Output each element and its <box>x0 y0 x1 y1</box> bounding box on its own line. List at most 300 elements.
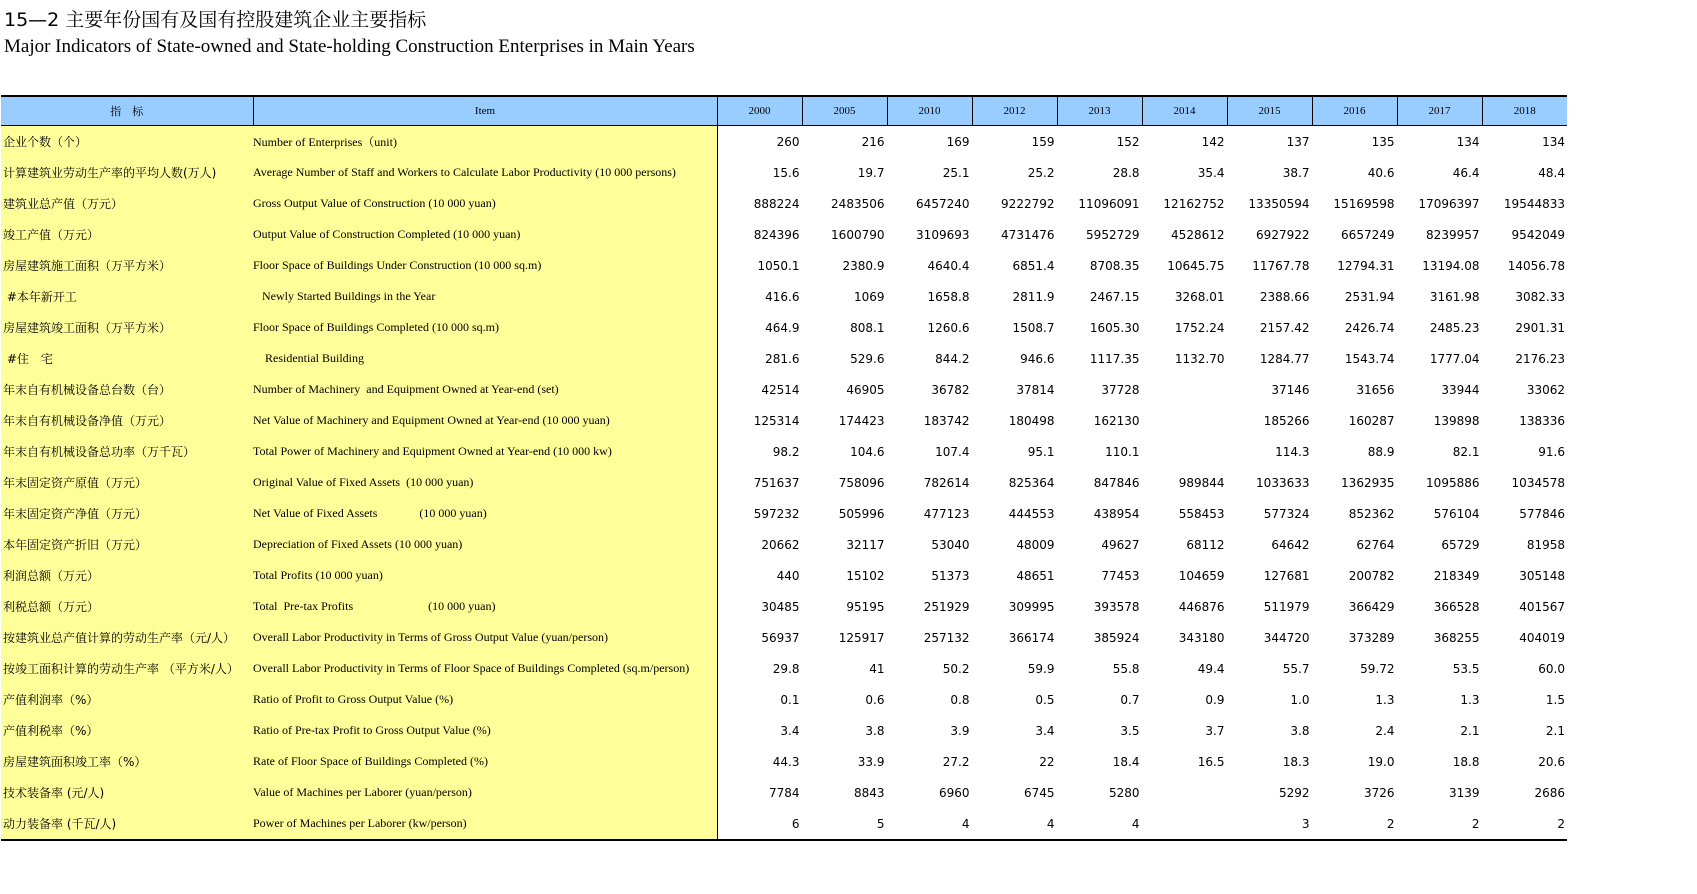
value-cell: 6960 <box>938 785 970 800</box>
value-cell: 751637 <box>753 475 800 490</box>
indicator-en-cell: Net Value of Machinery and Equipment Owned at Year-end (10 000 yuan) <box>253 405 717 436</box>
value-cell: 505996 <box>838 506 885 521</box>
value-cell: 107.4 <box>935 444 970 459</box>
indicator-en-cell: Depreciation of Fixed Assets (10 000 yuan) <box>253 529 717 560</box>
value-cell: 2 <box>1312 808 1397 840</box>
value-cell: 27.2 <box>942 754 970 769</box>
value-cell: 257132 <box>923 630 970 645</box>
value-cell <box>1142 374 1227 405</box>
value-cell: 1117.35 <box>1089 351 1140 366</box>
indicator-cn-cell: 年末固定资产净值（万元） <box>1 498 253 529</box>
value-cell: 114.3 <box>1275 444 1310 459</box>
value-cell: 64642 <box>1271 537 1310 552</box>
table-row <box>1 126 1567 158</box>
table-row <box>1 157 1567 188</box>
value-cell: 48651 <box>1016 568 1055 583</box>
indicator-cn-cell: 按建筑业总产值计算的劳动生产率（元/人） <box>1 622 253 653</box>
indicators-table <box>1 95 1567 841</box>
table-row <box>1 715 1567 746</box>
value-cell: 38.7 <box>1282 165 1310 180</box>
value-cell: 597232 <box>753 506 800 521</box>
value-cell: 464.9 <box>765 320 800 335</box>
value-cell: 20662 <box>761 537 800 552</box>
table-row <box>1 250 1567 281</box>
value-cell: 3161.98 <box>1429 289 1480 304</box>
value-cell: 2 <box>1397 808 1482 840</box>
indicator-en-cell: Ratio of Pre-tax Profit to Gross Output Value (%) <box>253 715 717 746</box>
indicator-en-cell: Power of Machines per Laborer (kw/person) <box>253 808 717 840</box>
value-cell: 0.8 <box>950 692 970 707</box>
indicator-en-cell: Gross Output Value of Construction (10 000 yuan) <box>253 188 717 219</box>
value-cell: 366528 <box>1433 599 1480 614</box>
value-cell: 343180 <box>1178 630 1225 645</box>
value-cell: 5 <box>802 808 887 840</box>
value-cell: 6457240 <box>916 196 970 211</box>
indicator-en-cell: Ratio of Profit to Gross Output Value (%) <box>253 684 717 715</box>
value-cell: 3726 <box>1363 785 1395 800</box>
value-cell: 808.1 <box>850 320 885 335</box>
value-cell: 127681 <box>1263 568 1310 583</box>
table-row <box>1 467 1567 498</box>
value-cell: 53040 <box>931 537 970 552</box>
value-cell: 511979 <box>1263 599 1310 614</box>
value-cell: 8843 <box>853 785 885 800</box>
table-row <box>1 591 1567 622</box>
header-year: 2017 <box>1397 96 1482 126</box>
table-row <box>1 374 1567 405</box>
table-row <box>1 529 1567 560</box>
value-cell: 1362935 <box>1341 475 1395 490</box>
indicator-en-cell: Number of Machinery and Equipment Owned at Year-end (set) <box>253 374 717 405</box>
indicator-cn-cell: #住 宅 <box>1 343 253 374</box>
table-row <box>1 219 1567 250</box>
value-cell: 12794.31 <box>1337 258 1395 273</box>
value-cell: 29.8 <box>772 661 800 676</box>
value-cell: 48009 <box>1016 537 1055 552</box>
value-cell: 40.6 <box>1367 165 1395 180</box>
value-cell: 15169598 <box>1333 196 1395 211</box>
value-cell: 68112 <box>1186 537 1225 552</box>
value-cell: 2.4 <box>1375 723 1395 738</box>
value-cell: 139898 <box>1433 413 1480 428</box>
header-year: 2018 <box>1482 96 1567 126</box>
value-cell: 104.6 <box>850 444 885 459</box>
value-cell: 1033633 <box>1256 475 1310 490</box>
table-row <box>1 777 1567 808</box>
value-cell: 5292 <box>1278 785 1310 800</box>
value-cell: 8239957 <box>1426 227 1480 242</box>
value-cell: 4 <box>972 808 1057 840</box>
value-cell: 1069 <box>853 289 885 304</box>
value-cell: 2686 <box>1534 785 1565 800</box>
indicator-cn-cell: 产值利润率（%） <box>1 684 253 715</box>
value-cell: 2485.23 <box>1429 320 1480 335</box>
value-cell: 3.8 <box>865 723 885 738</box>
value-cell: 125314 <box>753 413 800 428</box>
value-cell: 22 <box>1039 754 1055 769</box>
indicator-en-cell: Total Pre-tax Profits (10 000 yuan) <box>253 591 717 622</box>
table-header-row <box>1 96 1567 126</box>
value-cell: 95195 <box>846 599 885 614</box>
value-cell: 13194.08 <box>1422 258 1480 273</box>
indicator-en-cell: Overall Labor Productivity in Terms of Gross Output Value (yuan/person) <box>253 622 717 653</box>
value-cell: 60.0 <box>1538 661 1565 676</box>
indicator-en-cell: Newly Started Buildings in the Year <box>253 281 717 312</box>
value-cell: 19.0 <box>1367 754 1395 769</box>
indicator-en-cell: Floor Space of Buildings Completed (10 000 sq.m) <box>253 312 717 343</box>
value-cell: 1600790 <box>831 227 885 242</box>
header-year: 2016 <box>1312 96 1397 126</box>
value-cell: 2 <box>1482 808 1567 840</box>
value-cell: 142 <box>1201 134 1225 149</box>
value-cell: 20.6 <box>1538 754 1565 769</box>
value-cell: 15102 <box>846 568 885 583</box>
value-cell: 2483506 <box>831 196 885 211</box>
value-cell: 946.6 <box>1020 351 1055 366</box>
value-cell: 4528612 <box>1171 227 1225 242</box>
value-cell: 35.4 <box>1197 165 1225 180</box>
value-cell: 169 <box>946 134 970 149</box>
page-title-chinese: 15—2 主要年份国有及国有控股建筑企业主要指标 <box>4 9 427 31</box>
value-cell: 393578 <box>1093 599 1140 614</box>
value-cell: 1.5 <box>1545 692 1565 707</box>
indicator-cn-cell: 年末固定资产原值（万元） <box>1 467 253 498</box>
indicator-cn-cell: 企业个数（个） <box>1 126 253 158</box>
indicator-en-cell: Floor Space of Buildings Under Construction (10 000 sq.m) <box>253 250 717 281</box>
value-cell: 33944 <box>1441 382 1480 397</box>
value-cell: 6745 <box>1023 785 1055 800</box>
value-cell: 6657249 <box>1341 227 1395 242</box>
header-indicator: 指 标 <box>1 96 253 126</box>
value-cell: 0.1 <box>780 692 800 707</box>
value-cell: 18.3 <box>1282 754 1310 769</box>
value-cell: 1.0 <box>1290 692 1310 707</box>
page-title-english: Major Indicators of State-owned and State-holding Construction Enterprises in Main Years <box>4 36 695 57</box>
value-cell: 46.4 <box>1452 165 1480 180</box>
indicator-cn-cell: 产值利税率（%） <box>1 715 253 746</box>
value-cell: 4640.4 <box>927 258 970 273</box>
indicator-cn-cell: #本年新开工 <box>1 281 253 312</box>
value-cell: 33062 <box>1526 382 1565 397</box>
value-cell: 218349 <box>1433 568 1480 583</box>
indicator-en-cell: Overall Labor Productivity in Terms of Floor Space of Buildings Completed (sq.m/person) <box>253 653 717 684</box>
value-cell: 8708.35 <box>1089 258 1140 273</box>
value-cell: 438954 <box>1093 506 1140 521</box>
indicator-cn-cell: 房屋建筑面积竣工率（%） <box>1 746 253 777</box>
value-cell: 55.8 <box>1112 661 1140 676</box>
value-cell: 55.7 <box>1282 661 1310 676</box>
value-cell: 10645.75 <box>1167 258 1225 273</box>
value-cell <box>1142 808 1227 840</box>
value-cell: 25.1 <box>942 165 970 180</box>
value-cell: 2.1 <box>1460 723 1480 738</box>
value-cell: 2388.66 <box>1259 289 1310 304</box>
value-cell: 576104 <box>1433 506 1480 521</box>
indicator-cn-cell: 房屋建筑施工面积（万平方米） <box>1 250 253 281</box>
value-cell: 1605.30 <box>1089 320 1140 335</box>
value-cell: 1050.1 <box>757 258 800 273</box>
value-cell: 385924 <box>1093 630 1140 645</box>
indicator-cn-cell: 竣工产值（万元） <box>1 219 253 250</box>
value-cell: 174423 <box>838 413 885 428</box>
table-row <box>1 343 1567 374</box>
value-cell: 2467.15 <box>1089 289 1140 304</box>
value-cell: 216 <box>861 134 885 149</box>
value-cell: 366429 <box>1348 599 1395 614</box>
indicator-cn-cell: 本年固定资产折旧（万元） <box>1 529 253 560</box>
indicator-en-cell: Total Profits (10 000 yuan) <box>253 560 717 591</box>
value-cell: 3082.33 <box>1515 289 1565 304</box>
header-year: 2010 <box>887 96 972 126</box>
value-cell: 7784 <box>768 785 800 800</box>
value-cell: 888224 <box>753 196 800 211</box>
value-cell: 37814 <box>1016 382 1055 397</box>
value-cell: 1508.7 <box>1012 320 1055 335</box>
indicator-cn-cell: 利润总额（万元） <box>1 560 253 591</box>
value-cell: 1034578 <box>1511 475 1565 490</box>
table-row <box>1 188 1567 219</box>
value-cell: 6927922 <box>1256 227 1310 242</box>
value-cell: 46905 <box>846 382 885 397</box>
value-cell: 88.9 <box>1367 444 1395 459</box>
value-cell: 3.9 <box>950 723 970 738</box>
value-cell: 62764 <box>1356 537 1395 552</box>
value-cell: 1.3 <box>1460 692 1480 707</box>
value-cell: 48.4 <box>1538 165 1565 180</box>
value-cell: 3268.01 <box>1174 289 1225 304</box>
table-row <box>1 436 1567 467</box>
value-cell: 185266 <box>1263 413 1310 428</box>
indicator-en-cell: Output Value of Construction Completed (10 000 yuan) <box>253 219 717 250</box>
value-cell: 37728 <box>1101 382 1140 397</box>
table-row <box>1 312 1567 343</box>
value-cell: 11767.78 <box>1252 258 1310 273</box>
value-cell: 30485 <box>761 599 800 614</box>
value-cell: 2380.9 <box>842 258 885 273</box>
value-cell: 36782 <box>931 382 970 397</box>
value-cell: 444553 <box>1008 506 1055 521</box>
table-row <box>1 746 1567 777</box>
value-cell: 180498 <box>1008 413 1055 428</box>
value-cell: 13350594 <box>1248 196 1310 211</box>
value-cell: 401567 <box>1519 599 1565 614</box>
value-cell: 1777.04 <box>1429 351 1480 366</box>
value-cell: 368255 <box>1433 630 1480 645</box>
value-cell: 17096397 <box>1418 196 1480 211</box>
value-cell: 3.4 <box>1035 723 1055 738</box>
indicator-cn-cell: 动力装备率 (千瓦/人) <box>1 808 253 840</box>
value-cell: 1658.8 <box>927 289 970 304</box>
value-cell: 42514 <box>761 382 800 397</box>
value-cell: 2.1 <box>1545 723 1565 738</box>
value-cell: 12162752 <box>1163 196 1225 211</box>
value-cell: 19544833 <box>1503 196 1565 211</box>
value-cell: 37146 <box>1271 382 1310 397</box>
indicator-cn-cell: 按竣工面积计算的劳动生产率 （平方米/人） <box>1 653 253 684</box>
value-cell: 847846 <box>1093 475 1140 490</box>
value-cell: 159 <box>1031 134 1055 149</box>
value-cell: 1132.70 <box>1174 351 1225 366</box>
value-cell: 1752.24 <box>1174 320 1225 335</box>
table-row <box>1 281 1567 312</box>
value-cell: 31656 <box>1356 382 1395 397</box>
table-row <box>1 622 1567 653</box>
value-cell: 91.6 <box>1538 444 1565 459</box>
value-cell: 56937 <box>761 630 800 645</box>
value-cell: 758096 <box>838 475 885 490</box>
value-cell: 9222792 <box>1001 196 1055 211</box>
header-year: 2000 <box>717 96 802 126</box>
value-cell: 51373 <box>931 568 970 583</box>
value-cell: 404019 <box>1519 630 1565 645</box>
header-year: 2013 <box>1057 96 1142 126</box>
indicator-en-cell: Average Number of Staff and Workers to Calculate Labor Productivity (10 000 persons) <box>253 157 717 188</box>
value-cell: 344720 <box>1263 630 1310 645</box>
value-cell: 373289 <box>1348 630 1395 645</box>
value-cell: 59.72 <box>1360 661 1395 676</box>
indicator-en-cell: Value of Machines per Laborer (yuan/person) <box>253 777 717 808</box>
header-year: 2014 <box>1142 96 1227 126</box>
value-cell: 281.6 <box>765 351 800 366</box>
indicator-en-cell: Total Power of Machinery and Equipment Owned at Year-end (10 000 kw) <box>253 436 717 467</box>
table-row <box>1 684 1567 715</box>
value-cell: 44.3 <box>772 754 800 769</box>
value-cell: 2531.94 <box>1344 289 1395 304</box>
value-cell: 366174 <box>1008 630 1055 645</box>
indicator-cn-cell: 年末自有机械设备总台数（台） <box>1 374 253 405</box>
value-cell: 19.7 <box>857 165 885 180</box>
value-cell: 558453 <box>1178 506 1225 521</box>
indicator-cn-cell: 年末自有机械设备净值（万元） <box>1 405 253 436</box>
value-cell: 25.2 <box>1027 165 1055 180</box>
value-cell: 416.6 <box>765 289 800 304</box>
table-row <box>1 653 1567 684</box>
table-body <box>1 126 1567 841</box>
value-cell: 309995 <box>1008 599 1055 614</box>
header-year: 2012 <box>972 96 1057 126</box>
value-cell: 200782 <box>1348 568 1395 583</box>
value-cell: 152 <box>1116 134 1140 149</box>
value-cell: 4 <box>1057 808 1142 840</box>
value-cell: 305148 <box>1519 568 1565 583</box>
value-cell: 6 <box>717 808 802 840</box>
value-cell: 32117 <box>846 537 885 552</box>
value-cell: 183742 <box>923 413 970 428</box>
indicator-cn-cell: 利税总额（万元） <box>1 591 253 622</box>
value-cell: 3109693 <box>916 227 970 242</box>
value-cell: 4 <box>887 808 972 840</box>
value-cell: 81958 <box>1526 537 1565 552</box>
value-cell: 104659 <box>1178 568 1225 583</box>
value-cell: 844.2 <box>935 351 970 366</box>
value-cell: 1260.6 <box>927 320 970 335</box>
indicator-cn-cell: 建筑业总产值（万元） <box>1 188 253 219</box>
value-cell: 446876 <box>1178 599 1225 614</box>
value-cell: 5280 <box>1108 785 1140 800</box>
value-cell: 782614 <box>923 475 970 490</box>
indicator-en-cell: Number of Enterprises（unit) <box>253 126 717 158</box>
value-cell: 50.2 <box>942 661 970 676</box>
value-cell: 2176.23 <box>1515 351 1565 366</box>
value-cell: 5952729 <box>1086 227 1140 242</box>
value-cell: 49627 <box>1101 537 1140 552</box>
indicator-cn-cell: 技术装备率 (元/人) <box>1 777 253 808</box>
value-cell: 3139 <box>1448 785 1480 800</box>
value-cell: 16.5 <box>1197 754 1225 769</box>
value-cell: 2426.74 <box>1344 320 1395 335</box>
value-cell: 160287 <box>1348 413 1395 428</box>
value-cell: 4731476 <box>1001 227 1055 242</box>
header-item: Item <box>253 96 717 126</box>
value-cell: 852362 <box>1348 506 1395 521</box>
value-cell: 3.4 <box>780 723 800 738</box>
value-cell: 125917 <box>838 630 885 645</box>
value-cell: 251929 <box>923 599 970 614</box>
value-cell: 0.7 <box>1120 692 1140 707</box>
table-row <box>1 498 1567 529</box>
value-cell: 110.1 <box>1105 444 1140 459</box>
value-cell: 138336 <box>1519 413 1565 428</box>
value-cell: 59.9 <box>1027 661 1055 676</box>
value-cell: 18.4 <box>1112 754 1140 769</box>
value-cell: 49.4 <box>1197 661 1225 676</box>
indicator-en-cell: Original Value of Fixed Assets (10 000 yuan) <box>253 467 717 498</box>
value-cell: 77453 <box>1101 568 1140 583</box>
value-cell: 2811.9 <box>1012 289 1055 304</box>
value-cell: 53.5 <box>1452 661 1480 676</box>
table-row <box>1 808 1567 840</box>
value-cell: 98.2 <box>772 444 800 459</box>
value-cell: 18.8 <box>1452 754 1480 769</box>
value-cell: 137 <box>1286 134 1310 149</box>
value-cell: 41 <box>869 661 885 676</box>
value-cell: 65729 <box>1441 537 1480 552</box>
value-cell: 1284.77 <box>1259 351 1310 366</box>
value-cell: 529.6 <box>850 351 885 366</box>
value-cell: 824396 <box>753 227 800 242</box>
value-cell: 9542049 <box>1511 227 1565 242</box>
value-cell: 989844 <box>1178 475 1225 490</box>
value-cell: 440 <box>776 568 800 583</box>
indicator-en-cell: Residential Building <box>253 343 717 374</box>
indicator-en-cell: Rate of Floor Space of Buildings Completed (%) <box>253 746 717 777</box>
header-year: 2015 <box>1227 96 1312 126</box>
value-cell: 15.6 <box>772 165 800 180</box>
value-cell: 3.8 <box>1290 723 1310 738</box>
value-cell <box>1142 405 1227 436</box>
value-cell: 28.8 <box>1112 165 1140 180</box>
value-cell <box>1142 436 1227 467</box>
value-cell <box>1142 777 1227 808</box>
indicator-cn-cell: 房屋建筑竣工面积（万平方米） <box>1 312 253 343</box>
value-cell: 6851.4 <box>1012 258 1055 273</box>
indicator-cn-cell: 年末自有机械设备总功率（万千瓦） <box>1 436 253 467</box>
value-cell: 95.1 <box>1027 444 1055 459</box>
value-cell: 134 <box>1456 134 1480 149</box>
value-cell: 11096091 <box>1078 196 1140 211</box>
value-cell: 260 <box>776 134 800 149</box>
value-cell: 135 <box>1371 134 1395 149</box>
value-cell: 82.1 <box>1452 444 1480 459</box>
value-cell: 825364 <box>1008 475 1055 490</box>
header-year: 2005 <box>802 96 887 126</box>
indicator-en-cell: Net Value of Fixed Assets (10 000 yuan) <box>253 498 717 529</box>
value-cell: 134 <box>1542 134 1565 149</box>
value-cell: 2901.31 <box>1515 320 1565 335</box>
value-cell: 33.9 <box>857 754 885 769</box>
value-cell: 0.5 <box>1035 692 1055 707</box>
value-cell: 577324 <box>1263 506 1310 521</box>
